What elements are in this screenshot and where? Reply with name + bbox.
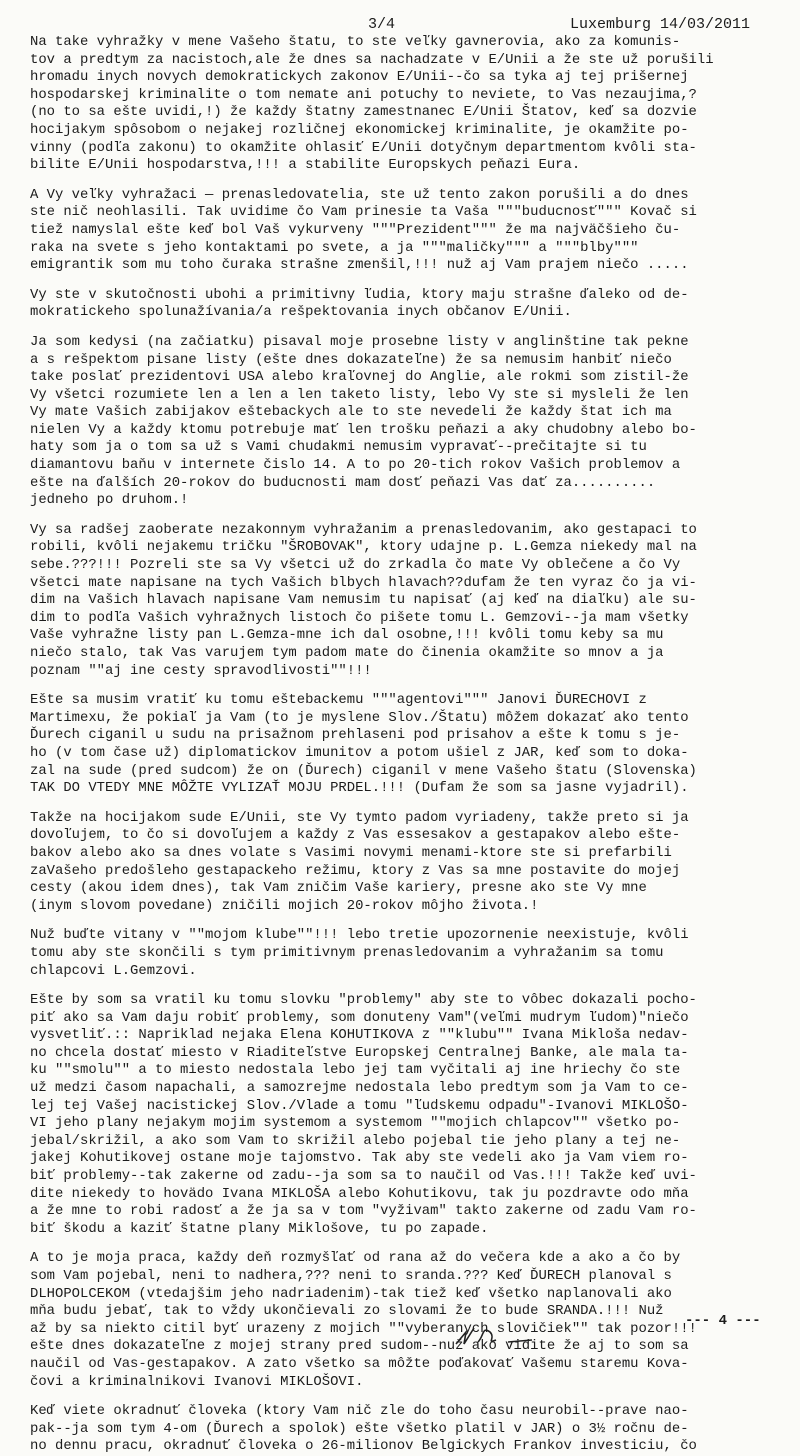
- text-line: lej tej Vašej nacistickej Slov./Vlade a tomu "ľudskemu odpadu"-Ivanovi MIKLOŠO-: [30, 1097, 689, 1114]
- paragraph: [30, 287, 778, 322]
- paragraph: [30, 992, 778, 1238]
- text-line: (no to sa ešte uvidi,!) že každy štatny zamestnanec E/Unii Štatov, keď sa dozvie: [30, 104, 697, 121]
- text-line: všetci mate napisane na tych Vašich blbych hlavach??dufam že ten vyraz čo ja vi-: [30, 574, 697, 591]
- text-line: ešte dnes dokazateľne z mojej strany pred sudom--nuž ako vidite že aj to som sa: [30, 1338, 689, 1355]
- text-line: emigrantik som mu toho čuraka strašne zmenšil,!!! nuž aj Vam prajem niečo .....: [30, 257, 689, 274]
- paragraph: [30, 1403, 778, 1456]
- paragraph: [30, 692, 778, 798]
- text-line: A Vy veľky vyhražaci — prenasledovatelia, ste už tento zakon porušili a do dnes: [30, 186, 689, 203]
- text-line: TAK DO VTEDY MNE MÔŽTE VYLIZAŤ MOJU PRDEL.!!! (Dufam že som sa jasne vyjadril).: [30, 780, 689, 797]
- text-line: nielen Vy a každy ktomu potrebuje mať len trošku peňazi a aky chudobny alebo bo-: [30, 421, 697, 438]
- text-line: Na take vyhražky v mene Vašeho štatu, to ste veľky gavnerovia, ako za komunis-: [30, 34, 681, 50]
- text-line: biť problemy--tak zakerne od zadu--ja som sa to naučil od Vas.!!! Takže keď uvi-: [30, 1168, 697, 1185]
- text-line: tov a predtym za nacistoch,ale že dnes sa nachadzate v E/Unii a že ste už porušili: [30, 51, 714, 68]
- text-line: čovi a kriminalnikovi Ivanovi MIKLOŠOVI.: [30, 1373, 364, 1390]
- text-line: no dennu pracu, okradnuť človeka o 26-milionov Belgickych Frankov investiciu, čo: [30, 1438, 697, 1455]
- text-line: Vy mate Vašich zabijakov eštebackych ale to ste nevedeli že každy štat ich ma: [30, 404, 672, 421]
- text-line: VI jeho plany nejakym mojim systemom a systemom ""mojich chlapcov"" všetko po-: [30, 1115, 681, 1132]
- text-line: sebe.???!!! Pozreli ste sa Vy všetci už do zrkadla čo mate Vy oblečene a čo Vy: [30, 557, 681, 574]
- page-marker: --- 4 ---: [685, 1313, 761, 1329]
- text-line: bilite E/Unii hospodarstva,!!! a stabilite Europskych peňazi Eura.: [30, 157, 581, 174]
- page-header: [30, 10, 778, 34]
- text-line: zaVašeho predošleho gestapackeho režimu, ktory z Vas sa mne postavite do mojej: [30, 862, 681, 879]
- text-line: mňa budu jebať, tak to vždy ukončievali zo slovami že to bude SRANDA.!!! Nuž: [30, 1303, 664, 1320]
- text-line: jakej Kohutikovej ostane moje tajomstvo. Tak aby ste vedeli ako ja Vam viem ro-: [30, 1150, 689, 1167]
- text-line: Ďurech ciganil u sudu na prisažnom prehlaseni pod prisahov a ešte k tomu s je-: [30, 727, 681, 744]
- text-line: ešte na ďalších 20-rokov do buducnosti mam dosť peňazi Vas dať za..........: [30, 474, 656, 491]
- text-line: Vy ste v skutočnosti ubohi a primitivny ľudia, ktory maju strašne ďaleko od de-: [30, 286, 689, 303]
- text-line: Vaše vyhražne listy pan L.Gemza-mne ich dal osobne,!!! kvôli tomu keby sa mu: [30, 627, 664, 644]
- text-line: Martimexu, že pokiaľ ja Vam (to je myslene Slov./Štatu) môžem dokazať ako tento: [30, 709, 689, 726]
- text-line: vinny (podľa zakonu) to okamžite ohlasiť E/Unii dotyčnym departmentom kvôli sta-: [30, 139, 697, 156]
- text-line: pak--ja som tym 4-om (Ďurech a spolok) ešte všetko platil v JAR) o 3½ ročnu de-: [30, 1420, 689, 1437]
- text-line: už medzi časom napachali, a samozrejme nedostala lebo predtym som ja Vam to ce-: [30, 1080, 689, 1097]
- text-line: (inym slovom povedane) zničili mojich 20-rokov môjho života.!: [30, 897, 539, 914]
- paragraph: [30, 522, 778, 680]
- text-line: mokratickeho spolunažívania/a rešpektovania inych občanov E/Unii.: [30, 304, 572, 321]
- paragraph: [30, 334, 778, 510]
- text-line: raka na svete s jeho kontaktami po svete, a ja """maličky""" a """blby""": [30, 239, 639, 256]
- text-line: DLHOPOLCEKOM (vtedajšim jeho nadriadenim)-tak tiež keď všetko naplanovali ako: [30, 1285, 672, 1302]
- text-line: hocijakym spôsobom o nejakej rozličnej ekonomickej kriminalite, je okamžite po-: [30, 121, 689, 138]
- paragraph: [30, 810, 778, 916]
- place-date: Luxemburg 14/03/2011: [570, 16, 751, 33]
- text-line: Vy sa radšej zaoberate nezakonnym vyhražanim a prenasledovanim, ako gestapaci to: [30, 521, 697, 538]
- text-line: Ešte sa musim vratiť ku tomu eštebackemu """agentovi""" Janovi ĎURECHOVI z: [30, 692, 647, 709]
- text-line: dovoľujem, to čo si dovoľujem a každy z Vas essesakov a gestapakov alebo ešte-: [30, 827, 681, 844]
- text-line: Ešte by som sa vratil ku tomu slovku "problemy" aby ste to vôbec dokazali pocho-: [30, 992, 697, 1009]
- text-line: až by sa niekto citil byť urazeny z mojich ""vyberanych slovičiek"" tak pozor!!!: [30, 1320, 697, 1337]
- text-line: no chcela dostať miesto v Riaditeľstve Europskej Centralnej Banke, ale mala ta-: [30, 1044, 689, 1061]
- text-line: tiež namyslal ešte keď bol Vaš vykurveny """Prezident""" že ma najväčšieho ču-: [30, 221, 681, 238]
- text-line: hospodarskej kriminalite o tom nemate ani potuchy to neviete, to Vas nezaujima,?: [30, 86, 697, 103]
- text-line: A to je moja praca, každy deň rozmyšľať od rana až do večera kde a ako a čo by: [30, 1250, 681, 1267]
- paragraph: [30, 34, 778, 175]
- text-line: zal na sude (pred sudcom) že on (Ďurech) ciganil v mene Vašeho štatu (Slovenska): [30, 762, 697, 779]
- text-line: Nuž buďte vitany v ""mojom klube""!!! lebo tretie upozornenie neexistuje, kvôli: [30, 927, 689, 944]
- text-line: ku ""smolu"" a to miesto nedostala lebo jej tam vyčitali aj ine hriechy čo ste: [30, 1062, 681, 1079]
- text-line: Keď viete okradnuť človeka (ktory Vam nič zle do toho času neurobil--prave nao-: [30, 1403, 689, 1420]
- text-line: Takže na hocijakom sude E/Unii, ste Vy tymto padom vyriadeny, takže preto si ja: [30, 809, 689, 826]
- text-line: dim to podľa Vašich vyhražnych listoch čo pišete tomu L. Gemzovi--ja mam všetky: [30, 609, 689, 626]
- text-line: chlapcovi L.Gemzovi.: [30, 962, 197, 979]
- text-line: robili, kvôli nejakemu tričku "ŠROBOVAK", ktory udajne p. L.Gemza niekedy mal na: [30, 539, 697, 556]
- text-line: a že mne to robi radosť a že ja sa v tom "vyživam" takto zakerne od zadu Vam ro-: [30, 1203, 697, 1220]
- page-number: 3/4: [368, 16, 396, 33]
- text-line: ho (v tom čase už) diplomatickov imunitov a potom ušiel z JAR, keď som to doka-: [30, 744, 689, 761]
- text-line: biť škodu a kaziť štatne plany Miklošove, tu po zapade.: [30, 1220, 489, 1237]
- text-line: Vy všetci rozumiete len a len a len taketo listy, lebo Vy ste si mysleli že len: [30, 386, 689, 403]
- text-line: haty som ja o tom sa už s Vami chudakmi nemusim vypravať--prečitajte si tu: [30, 439, 647, 456]
- text-line: dim na Vašich hlavach napisane Vam nemusim tu napisať (aj keď na diaľku) ale su-: [30, 592, 697, 609]
- text-line: som Vam pojebal, neni to nadhera,??? neni to sranda.??? Keď ĎURECH planoval s: [30, 1268, 672, 1284]
- text-line: poznam ""aj ine cesty spravodlivosti""!!!: [30, 662, 372, 679]
- signature-mark: [452, 1318, 572, 1350]
- text-line: cesty (akou idem dnes), tak Vam zničim Vaše kariery, presne ako ste Vy mne: [30, 880, 647, 897]
- paragraph: [30, 187, 778, 275]
- text-line: a s rešpektom pisane listy (ešte dnes dokazateľne) že sa nemusim hanbiť niečo: [30, 351, 672, 368]
- text-line: niečo stalo, tak Vas varujem tym padom mate do činenia okamžite so mnov a ja: [30, 645, 664, 661]
- text-line: diamantovu baňu v internete čislo 14. A to po 20-tich rokov Vašich problemov a: [30, 457, 681, 474]
- text-line: hromadu inych novych demokratickych zakonov E/Unii--čo sa tyka aj tej prišernej: [30, 69, 689, 86]
- text-line: bakov alebo ako sa dnes volate s Vasimi novymi menami-ktore ste si prefarbili: [30, 844, 672, 861]
- text-line: take poslať prezidentovi USA alebo kraľovnej do Anglie, ale rokmi som zistil-že: [30, 369, 689, 386]
- text-line: dite niekedy to hovädo Ivana MIKLOŠA alebo Kohutikovu, tak ju pozdravte odo mňa: [30, 1185, 689, 1202]
- letter-body: [30, 34, 778, 1456]
- text-line: vysvetliť.:: Napriklad nejaka Elena KOHUTIKOVA z ""klubu"" Ivana Mikloša nedav-: [30, 1027, 689, 1044]
- text-line: ste nič neohlasili. Tak uvidime čo Vam prinesie ta Vaša """buducnosť""" Kovač si: [30, 204, 697, 221]
- paragraph: [30, 1250, 778, 1391]
- text-line: Ja som kedysi (na začiatku) pisaval moje prosebne listy v anglinštine tak pekne: [30, 333, 689, 350]
- text-line: tomu aby ste skončili s tym primitivnym prenasledovanim a vyhražanim sa tomu: [30, 944, 664, 961]
- text-line: jedneho po druhom.!: [30, 492, 189, 509]
- text-line: jebal/skrižil, a ako som Vam to skrižil alebo pojebal tie jeho plany a tej ne-: [30, 1132, 681, 1149]
- paragraph: [30, 927, 778, 980]
- text-line: naučil od Vas-gestapakov. A zato všetko sa môžte poďakovať Vašemu staremu Kova-: [30, 1355, 689, 1372]
- text-line: piť ako sa Vam daju robiť problemy, som donuteny Vam"(veľmi mudrym ľudom)"niečo: [30, 1009, 689, 1026]
